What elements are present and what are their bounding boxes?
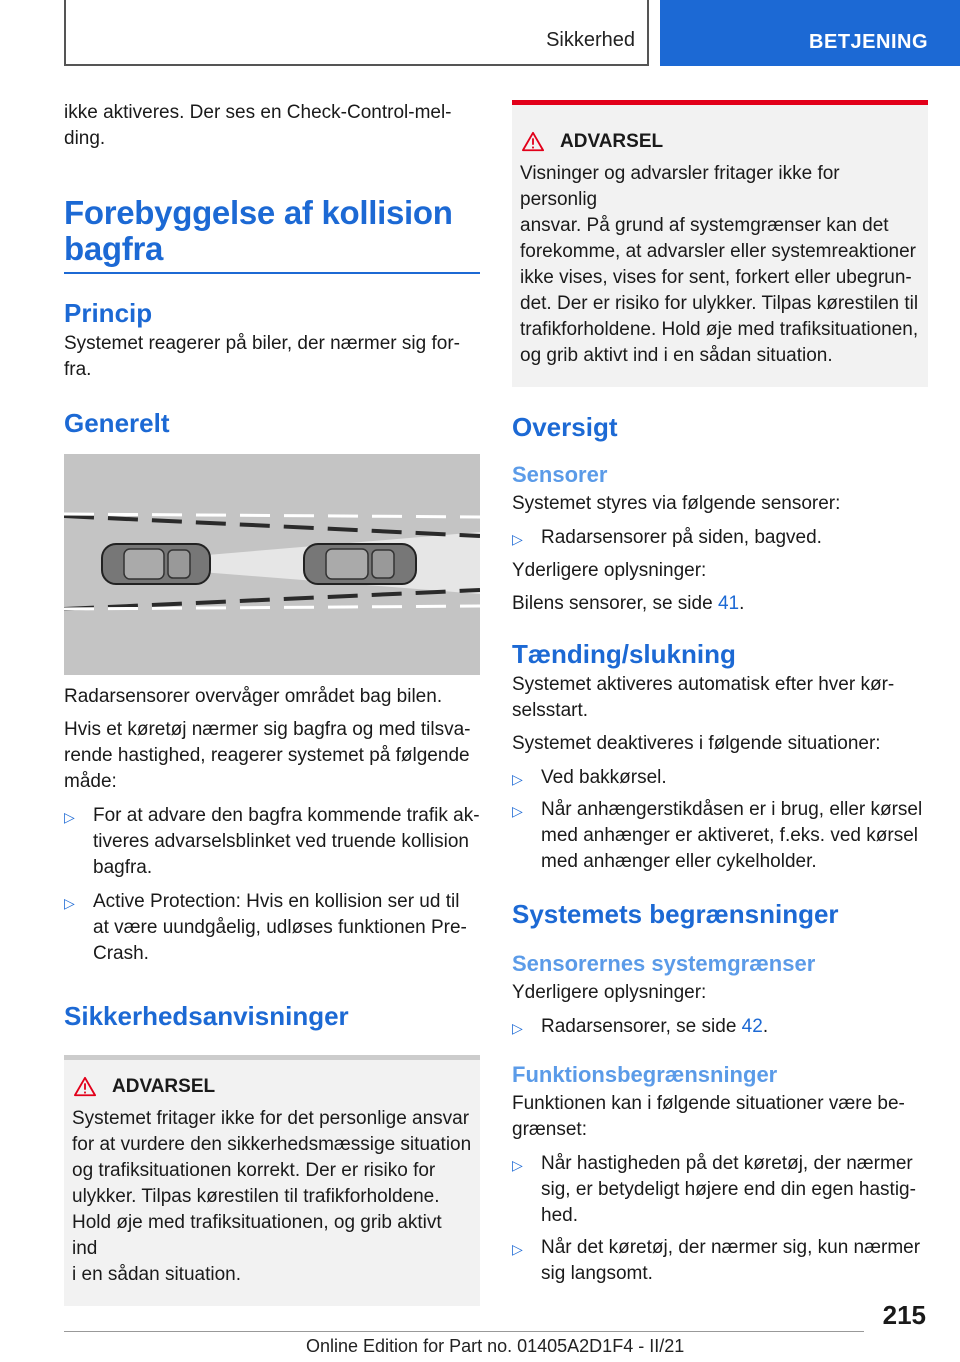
more-info-text: Yderligere oplysninger: bbox=[512, 982, 707, 1003]
limits-heading: Systemets begrænsninger bbox=[512, 899, 839, 929]
warning-triangle-icon bbox=[522, 131, 544, 153]
func-limits-list bbox=[512, 1151, 928, 1287]
list-item: ▷ Når det køretøj, der nærmer sig, kun nærmer sig langsomt. bbox=[512, 1237, 921, 1284]
list-item: ▷ Radarsensorer, se side 42. bbox=[512, 1014, 928, 1040]
overview-heading: Oversigt bbox=[512, 412, 618, 442]
list-item: ▷ Når hastigheden på det køretøj, der nærmer sig, er betydeligt højere end din egen hastig- hed. bbox=[512, 1153, 916, 1226]
triangle-bullet-icon: ▷ bbox=[64, 895, 75, 911]
warning-title: ADVARSEL bbox=[560, 131, 664, 152]
triangle-bullet-icon: ▷ bbox=[512, 803, 523, 819]
warning-text: Systemet fritager ikke for det personlige ansvar for at vurdere den sikkerhedsmæssige situation og trafiksituationen korrekt. Der er risiko for ulykker. Tilpas kørestilen til trafikforholdene. Hold øje med trafiksituationen, og grib aktivt ind i en sådan situation. bbox=[72, 1108, 472, 1285]
list-item: ▷ For at advare den bagfra kommende trafik ak- tiveres advarselsblinket ved truende kollision bagfra. bbox=[64, 805, 480, 878]
func-limits-heading: Funktionsbegrænsninger bbox=[512, 1062, 778, 1087]
principle-text: Systemet reagerer på biler, der nærmer sig for- fra. bbox=[64, 333, 460, 380]
rear-collision-illustration bbox=[64, 454, 480, 675]
triangle-bullet-icon: ▷ bbox=[512, 531, 523, 547]
header-chapter-title: BETJENING bbox=[809, 31, 928, 53]
sensors-text: Systemet styres via følgende sensorer: bbox=[512, 493, 841, 514]
vehicle-sensors-ref: Bilens sensorer, se side 41. bbox=[512, 593, 745, 614]
list-item: ▷ Ved bakkørsel. bbox=[512, 765, 928, 791]
list-item: ▷ Active Protection: Hvis en kollision ser ud til at være uundgåelig, udløses funktionen Pre- Crash. bbox=[64, 891, 467, 964]
func-limits-text: Funktionen kan i følgende situationer være be- grænset: bbox=[512, 1093, 905, 1140]
radar-paragraph: Radarsensorer overvåger området bag bilen. bbox=[64, 686, 443, 707]
warning-text: Visninger og advarsler fritager ikke for personlig ansvar. På grund af systemgrænser kan det forekomme, at advarsler eller systemreaktioner ikke vises, vises for sent, forkert eller ubegrun- det. Der er risiko for ulykker. Tilpas kørestilen til trafikforholdene. Hold øje med trafiksituationen, og grib aktivt ind i en sådan situation. bbox=[520, 163, 919, 366]
page-link-42[interactable]: 42 bbox=[741, 1016, 763, 1037]
list-item: ▷ Radarsensorer på siden, bagved. bbox=[512, 525, 928, 551]
approach-paragraph: Hvis et køretøj nærmer sig bagfra og med tilsva- rende hastighed, reagerer systemet på følgende måde: bbox=[64, 719, 471, 792]
footer-rule bbox=[64, 1331, 864, 1332]
triangle-bullet-icon: ▷ bbox=[512, 1241, 523, 1257]
page-link-41[interactable]: 41 bbox=[717, 593, 740, 614]
header-section-title: Sikkerhed bbox=[546, 29, 635, 51]
sensor-limits-heading: Sensorernes systemgrænser bbox=[512, 951, 816, 976]
header-chapter-box bbox=[660, 0, 960, 66]
left-column bbox=[64, 100, 480, 1306]
onoff-text: Systemet aktiveres automatisk efter hver kør- selsstart. bbox=[512, 674, 895, 721]
rear-car-icon bbox=[102, 544, 210, 584]
intro-text: ikke aktiveres. Der ses en Check-Control-mel- ding. bbox=[64, 102, 452, 149]
triangle-bullet-icon: ▷ bbox=[512, 1157, 523, 1173]
footer-edition: Online Edition for Part no. 01405A2D1F4 - II/21 bbox=[306, 1336, 685, 1356]
onoff-heading: Tænding/slukning bbox=[512, 639, 736, 669]
triangle-bullet-icon: ▷ bbox=[512, 1020, 523, 1036]
warning-title: ADVARSEL bbox=[112, 1076, 216, 1097]
triangle-bullet-icon: ▷ bbox=[512, 771, 523, 787]
title-rule bbox=[64, 272, 480, 274]
warning-triangle-icon bbox=[74, 1076, 96, 1098]
deactivate-text: Systemet deaktiveres i følgende situationer: bbox=[512, 733, 881, 754]
general-heading: Generelt bbox=[64, 408, 170, 438]
warning-box bbox=[512, 100, 928, 387]
sensors-list bbox=[512, 525, 928, 551]
warning-box bbox=[64, 1055, 480, 1306]
triangle-bullet-icon: ▷ bbox=[64, 809, 75, 825]
front-car-icon bbox=[304, 544, 416, 584]
sensor-limits-list bbox=[512, 1014, 928, 1040]
list-item: ▷ Når anhængerstikdåsen er i brug, eller kørsel med anhænger er aktiveret, f.eks. ved kørsel med anhænger eller cykelholder. bbox=[512, 799, 923, 872]
safety-heading: Sikkerhedsanvisninger bbox=[64, 1001, 349, 1031]
page-title: Forebyggelse af kollision bagfra bbox=[64, 194, 453, 267]
more-info-text: Yderligere oplysninger: bbox=[512, 560, 707, 581]
principle-heading: Princip bbox=[64, 298, 153, 328]
right-column bbox=[512, 100, 928, 1287]
deactivate-list bbox=[512, 765, 928, 875]
header-section-box bbox=[64, 0, 649, 66]
reaction-list bbox=[64, 803, 480, 967]
page-number: 215 bbox=[882, 1300, 926, 1330]
sensors-heading: Sensorer bbox=[512, 462, 608, 487]
